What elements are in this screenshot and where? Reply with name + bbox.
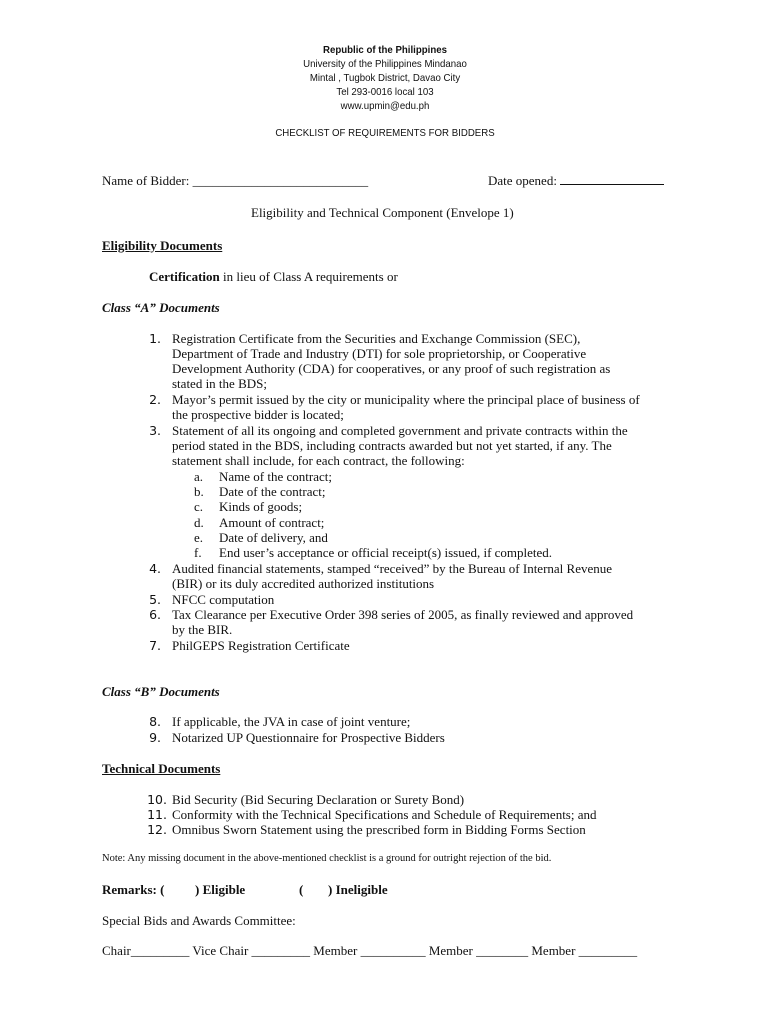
rejection-note: Note: Any missing document in the above-mentioned checklist is a ground for outright rejection of the bid.	[102, 853, 552, 864]
header-address: Mintal , Tugbok District, Davao City	[309, 72, 461, 84]
date-opened-field	[488, 173, 664, 189]
list-item-line: period stated in the BDS, including contracts awarded but not yet started, if any. The	[172, 438, 612, 453]
list-item-line: PhilGEPS Registration Certificate	[172, 638, 350, 653]
technical-heading: Technical Documents	[102, 761, 221, 776]
list-item-line: If applicable, the JVA in case of joint venture;	[172, 714, 411, 729]
list-number: 5.	[149, 592, 161, 607]
sub-item-text: Date of the contract;	[219, 484, 326, 499]
remarks-label: Remarks: (	[102, 882, 165, 897]
sub-item-text: Kinds of goods;	[219, 499, 303, 514]
list-number: 11.	[147, 807, 167, 822]
sub-item-letter: b.	[194, 484, 204, 499]
list-number: 3.	[149, 423, 161, 438]
class-a-heading: Class “A” Documents	[102, 300, 220, 315]
list-number: 7.	[149, 638, 161, 653]
list-item-line: by the BIR.	[172, 622, 233, 637]
list-item-line: Department of Trade and Industry (DTI) for sole proprietorship, or Cooperative	[172, 346, 587, 361]
list-number: 10.	[147, 792, 167, 807]
list-number: 12.	[147, 822, 167, 837]
list-item-line: Notarized UP Questionnaire for Prospective Bidders	[172, 730, 445, 745]
list-item-line: Tax Clearance per Executive Order 398 series of 2005, as finally reviewed and approved	[172, 607, 634, 622]
list-item-line: Bid Security (Bid Securing Declaration or Surety Bond)	[172, 792, 465, 807]
signature-line: Chair_________ Vice Chair _________ Member __________ Member ________ Member _________	[102, 943, 638, 958]
date-opened-blank	[560, 173, 664, 185]
list-item-line: Development Authority (CDA) for cooperatives, or any proof of such registration as	[172, 361, 611, 376]
document-title: CHECKLIST OF REQUIREMENTS FOR BIDDERS	[275, 127, 495, 139]
sub-item-letter: a.	[194, 469, 204, 484]
list-number: 2.	[149, 392, 161, 407]
sub-item-text: Amount of contract;	[219, 515, 325, 530]
list-number: 9.	[149, 730, 161, 745]
header-website: www.upmin@edu.ph	[340, 100, 430, 112]
header-university: University of the Philippines Mindanao	[303, 58, 467, 70]
list-item-line: NFCC computation	[172, 592, 275, 607]
sub-item-text: Date of delivery, and	[219, 530, 328, 545]
section-title: Eligibility and Technical Component (Envelope 1)	[251, 205, 514, 220]
class-b-heading: Class “B” Documents	[102, 684, 220, 699]
certification-bold: Certification	[149, 269, 220, 284]
list-item-line: Audited financial statements, stamped “received” by the Bureau of Internal Revenue	[172, 561, 613, 576]
list-item-line: statement shall include, for each contract, the following:	[172, 453, 465, 468]
sub-item-text: End user’s acceptance or official receipt(s) issued, if completed.	[219, 545, 553, 560]
list-number: 1.	[149, 331, 161, 346]
committee-title: Special Bids and Awards Committee:	[102, 913, 296, 928]
ineligible-open-paren: (	[299, 882, 304, 897]
list-number: 4.	[149, 561, 161, 576]
list-item-line: Omnibus Sworn Statement using the prescribed form in Bidding Forms Section	[172, 822, 586, 837]
ineligible-option: ) Ineligible	[328, 882, 388, 897]
list-item-line: stated in the BDS;	[172, 376, 267, 391]
header-telephone: Tel 293-0016 local 103	[336, 86, 434, 98]
list-item-line: Mayor’s permit issued by the city or municipality where the principal place of business of	[172, 392, 640, 407]
eligible-option: ) Eligible	[195, 882, 246, 897]
list-item-line: (BIR) or its duly accredited authorized institutions	[172, 576, 435, 591]
list-item-line: Statement of all its ongoing and completed government and private contracts within the	[172, 423, 628, 438]
sub-item-letter: f.	[194, 545, 202, 560]
date-opened-label: Date opened:	[488, 173, 557, 188]
certification-rest: in lieu of Class A requirements or	[219, 269, 398, 284]
sub-item-letter: d.	[194, 515, 204, 530]
header-republic: Republic of the Philippines	[323, 44, 447, 56]
list-item-line: Conformity with the Technical Specifications and Schedule of Requirements; and	[172, 807, 597, 822]
sub-item-letter: e.	[194, 530, 204, 545]
sub-item-letter: c.	[194, 499, 204, 514]
eligibility-heading: Eligibility Documents	[102, 238, 223, 253]
list-item-line: Registration Certificate from the Securities and Exchange Commission (SEC),	[172, 331, 581, 346]
list-item-line: the prospective bidder is located;	[172, 407, 344, 422]
certification-line	[149, 269, 398, 285]
list-number: 6.	[149, 607, 161, 622]
sub-item-text: Name of the contract;	[219, 469, 332, 484]
name-of-bidder-field: Name of Bidder: ___________________________	[102, 173, 369, 188]
list-number: 8.	[149, 714, 161, 729]
